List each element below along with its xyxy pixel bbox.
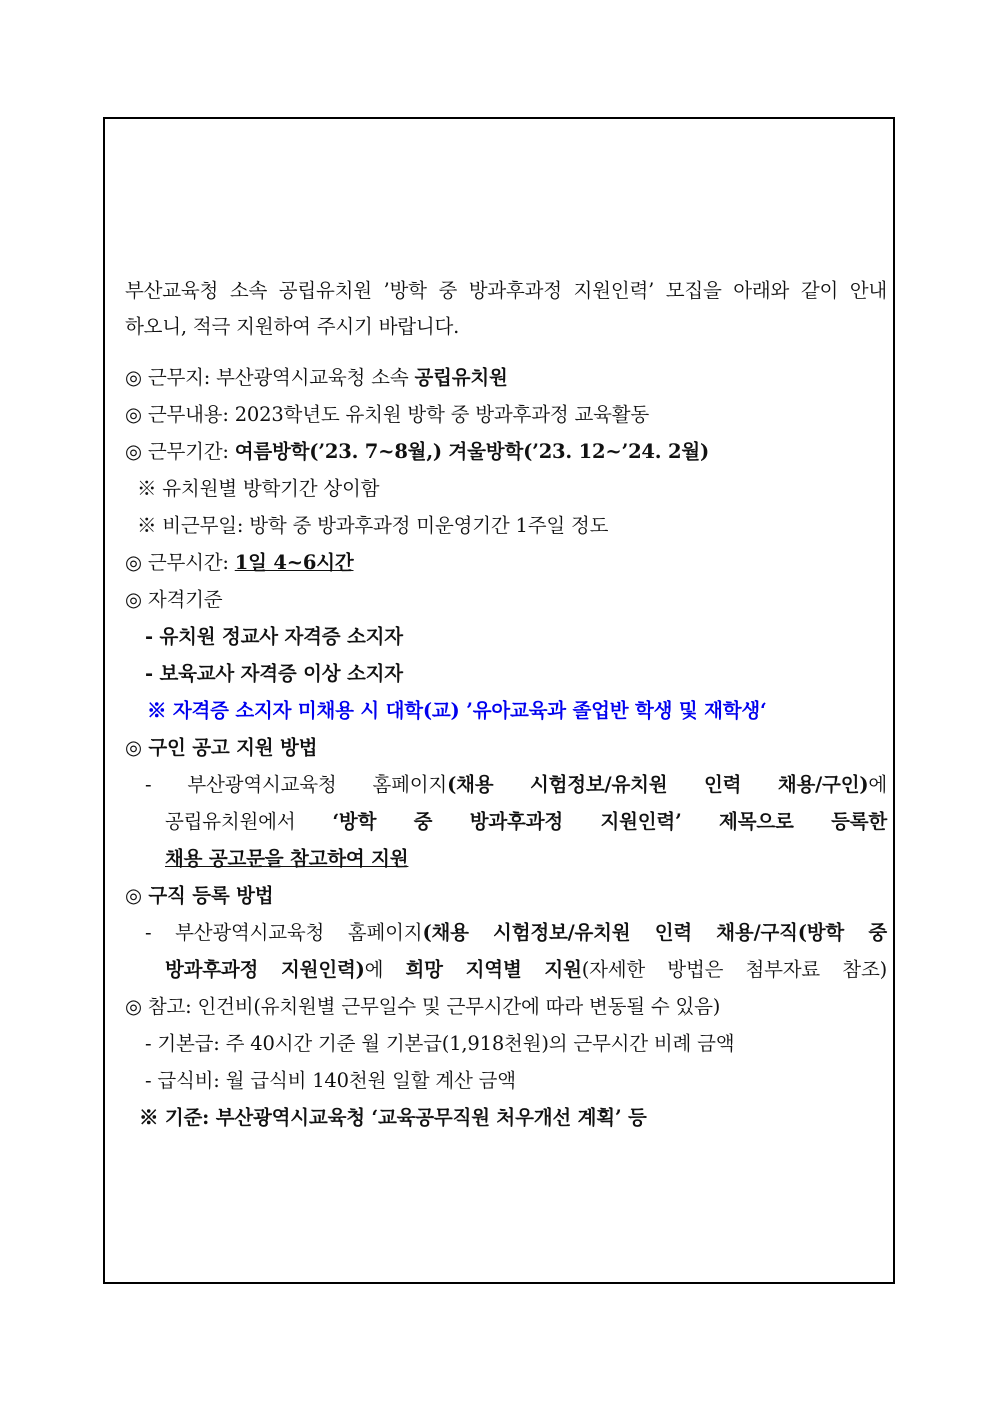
qualification-item-2-row	[145, 658, 403, 690]
apply-line-3-row	[165, 843, 408, 875]
register-title-row	[125, 880, 273, 912]
register-line-2-c: 희망 지역별 지원	[405, 958, 582, 981]
qualification-item-1-row	[145, 621, 403, 653]
duty-line: ◎ 근무내용: 2023학년도 유치원 방학 중 방과후과정 교육활동	[125, 403, 650, 426]
register-line-2-b: 에	[364, 958, 406, 981]
qualification-item-2: - 보육교사 자격증 이상 소지자	[145, 662, 403, 685]
apply-line-3: 채용 공고문을 참고하여 지원	[165, 847, 409, 870]
apply-line-1	[145, 769, 887, 801]
intro-line-2: 하오니, 적극 지원하여 주시기 바랍니다.	[125, 315, 460, 338]
workplace-line	[125, 362, 508, 394]
register-line-1-b: (채용 시험정보/유치원 인력 채용/구직(방학 중	[422, 921, 888, 944]
period-note-1: ※ 유치원별 방학기간 상이함	[137, 477, 380, 500]
register-title: ◎ 구직 등록 방법	[125, 884, 274, 907]
register-line-2-a: 방과후과정 지원인력)	[165, 958, 365, 981]
apply-line-2-a: 공립유치원에서	[165, 810, 333, 833]
apply-line-2	[165, 806, 887, 838]
apply-line-1-c: 에	[868, 773, 888, 796]
qualification-item-1: - 유치원 정교사 자격증 소지자	[145, 625, 403, 648]
hours-value: 1일 4~6시간	[234, 551, 354, 574]
apply-line-1-b: (채용 시험정보/유치원 인력 채용/구인)	[447, 773, 869, 796]
reference-item-1: - 기본급: 주 40시간 기준 월 기본급(1,918천원)의 근무시간 비례 금액	[145, 1032, 735, 1055]
qualification-note: ※ 자격증 소지자 미채용 시 대학(교) ’유아교육과 졸업반 학생 및 재학생‘	[147, 699, 767, 722]
reference-note-row	[139, 1102, 647, 1134]
document-frame	[103, 117, 895, 1284]
workplace-label: ◎ 근무지: 부산광역시교육청 소속	[125, 366, 415, 389]
apply-title-row	[125, 732, 317, 764]
apply-title: ◎ 구인 공고 지원 방법	[125, 736, 318, 759]
qualification-title: ◎ 자격기준	[125, 588, 223, 611]
apply-line-2-b: ‘방학 중 방과후과정 지원인력’ 제목으로 등록한	[332, 810, 887, 833]
qualification-note-row	[147, 695, 767, 727]
register-line-1-a: - 부산광역시교육청 홈페이지	[145, 921, 423, 944]
workplace-value: 공립유치원	[414, 366, 508, 389]
period-note-2: ※ 비근무일: 방학 중 방과후과정 미운영기간 1주일 정도	[137, 514, 609, 537]
register-line-2	[165, 954, 887, 986]
apply-line-1-a: - 부산광역시교육청 홈페이지	[145, 773, 448, 796]
reference-note: ※ 기준: 부산광역시교육청 ‘교육공무직원 처우개선 계획’ 등	[139, 1106, 647, 1129]
hours-line	[125, 547, 353, 579]
period-line	[125, 436, 709, 468]
reference-title: ◎ 참고: 인건비(유치원별 근무일수 및 근무시간에 따라 변동될 수 있음)	[125, 995, 721, 1018]
period-value: 여름방학(’23. 7~8월,) 겨울방학(’23. 12~’24. 2월)	[234, 440, 710, 463]
register-line-2-d: (자세한 방법은 첨부자료 참조)	[581, 958, 887, 981]
hours-label: ◎ 근무시간:	[125, 551, 235, 574]
register-line-1	[145, 917, 887, 949]
period-label: ◎ 근무기간:	[125, 440, 235, 463]
intro-line-1: 부산교육청 소속 공립유치원 ’방학 중 방과후과정 지원인력’ 모집을 아래와 같이 안내	[125, 279, 887, 302]
reference-item-2: - 급식비: 월 급식비 140천원 일할 계산 금액	[145, 1069, 516, 1092]
